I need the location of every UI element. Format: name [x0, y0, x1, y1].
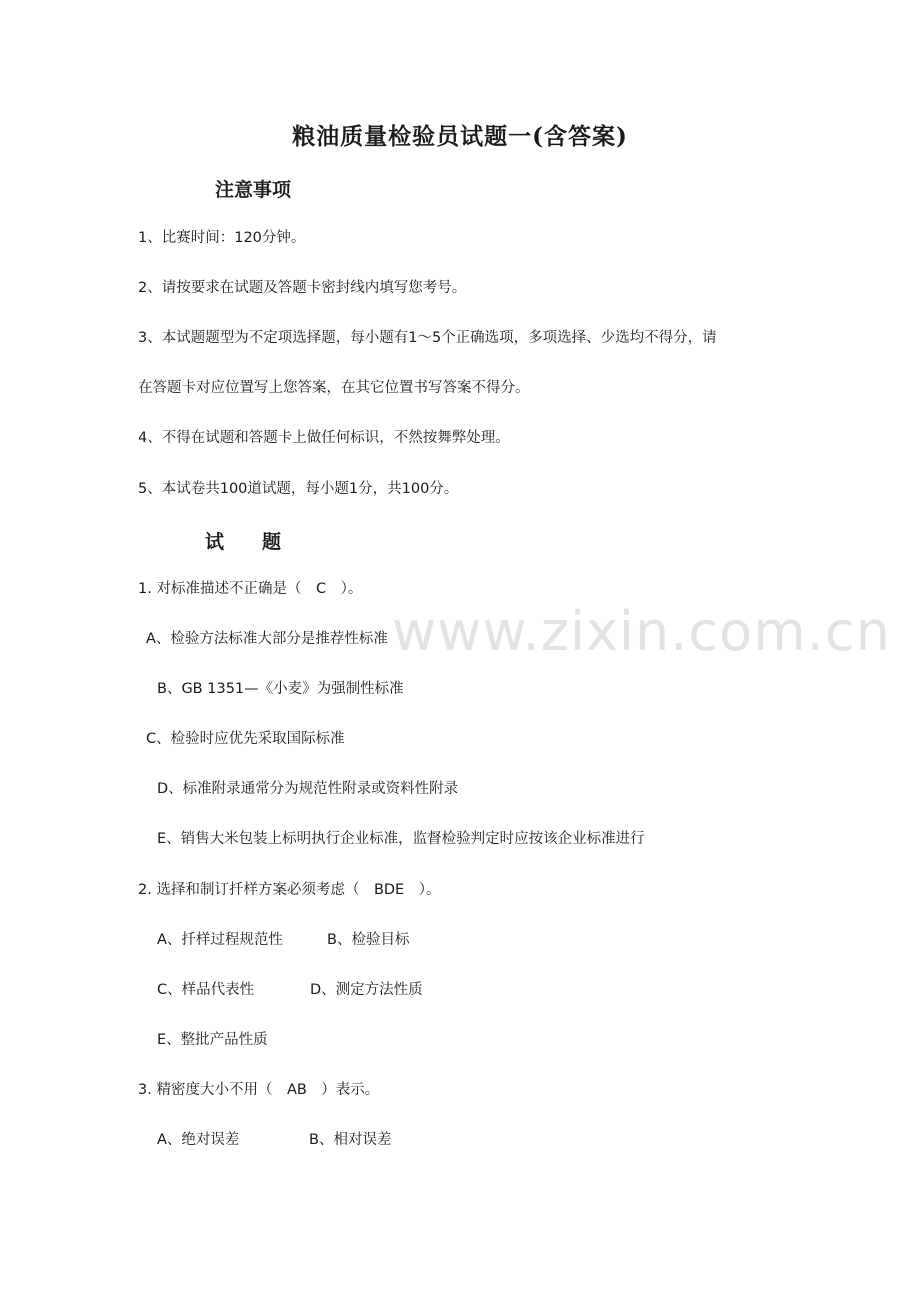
questions-heading: 试 题: [205, 531, 282, 553]
option-item: C、检验时应优先采取国际标准: [146, 731, 345, 747]
notice-item: 2、请按要求在试题及答题卡密封线内填写您考号。: [138, 280, 467, 296]
notice-item: 4、不得在试题和答题卡上做任何标识，不然按舞弊处理。: [138, 430, 510, 446]
notice-item: 3、本试题题型为不定项选择题，每小题有1～5个正确选项，多项选择、少选均不得分，请: [138, 330, 717, 346]
question-stem: 3. 精密度大小不用（ AB ）表示。: [138, 1082, 380, 1098]
notice-item: 1、比赛时间：120分钟。: [138, 230, 306, 246]
question-stem: 1. 对标准描述不正确是（ C ）。: [138, 581, 363, 597]
option-item: A、绝对误差: [157, 1132, 240, 1148]
option-item: A、扦样过程规范性: [157, 932, 283, 948]
question-stem: 2. 选择和制订扦样方案必须考虑（ BDE ）。: [138, 882, 441, 898]
notice-item: 5、本试卷共100道试题，每小题1分，共100分。: [138, 481, 459, 497]
document-title: 粮油质量检验员试题一(含答案): [292, 123, 628, 150]
option-item: A、检验方法标准大部分是推荐性标准: [146, 631, 388, 647]
watermark: www.zixin.com.cn: [392, 600, 891, 663]
option-item: B、相对误差: [309, 1132, 392, 1148]
option-item: B、检验目标: [327, 932, 410, 948]
option-item: E、销售大米包装上标明执行企业标准，监督检验判定时应按该企业标准进行: [157, 831, 645, 847]
notice-item: 在答题卡对应位置写上您答案，在其它位置书写答案不得分。: [138, 380, 530, 396]
option-item: C、样品代表性: [157, 982, 255, 998]
option-item: D、标准附录通常分为规范性附录或资料性附录: [157, 781, 459, 797]
option-item: E、整批产品性质: [157, 1032, 268, 1048]
option-item: B、GB 1351—《小麦》为强制性标准: [157, 681, 404, 697]
notice-heading: 注意事项: [215, 179, 292, 201]
option-item: D、测定方法性质: [310, 982, 423, 998]
